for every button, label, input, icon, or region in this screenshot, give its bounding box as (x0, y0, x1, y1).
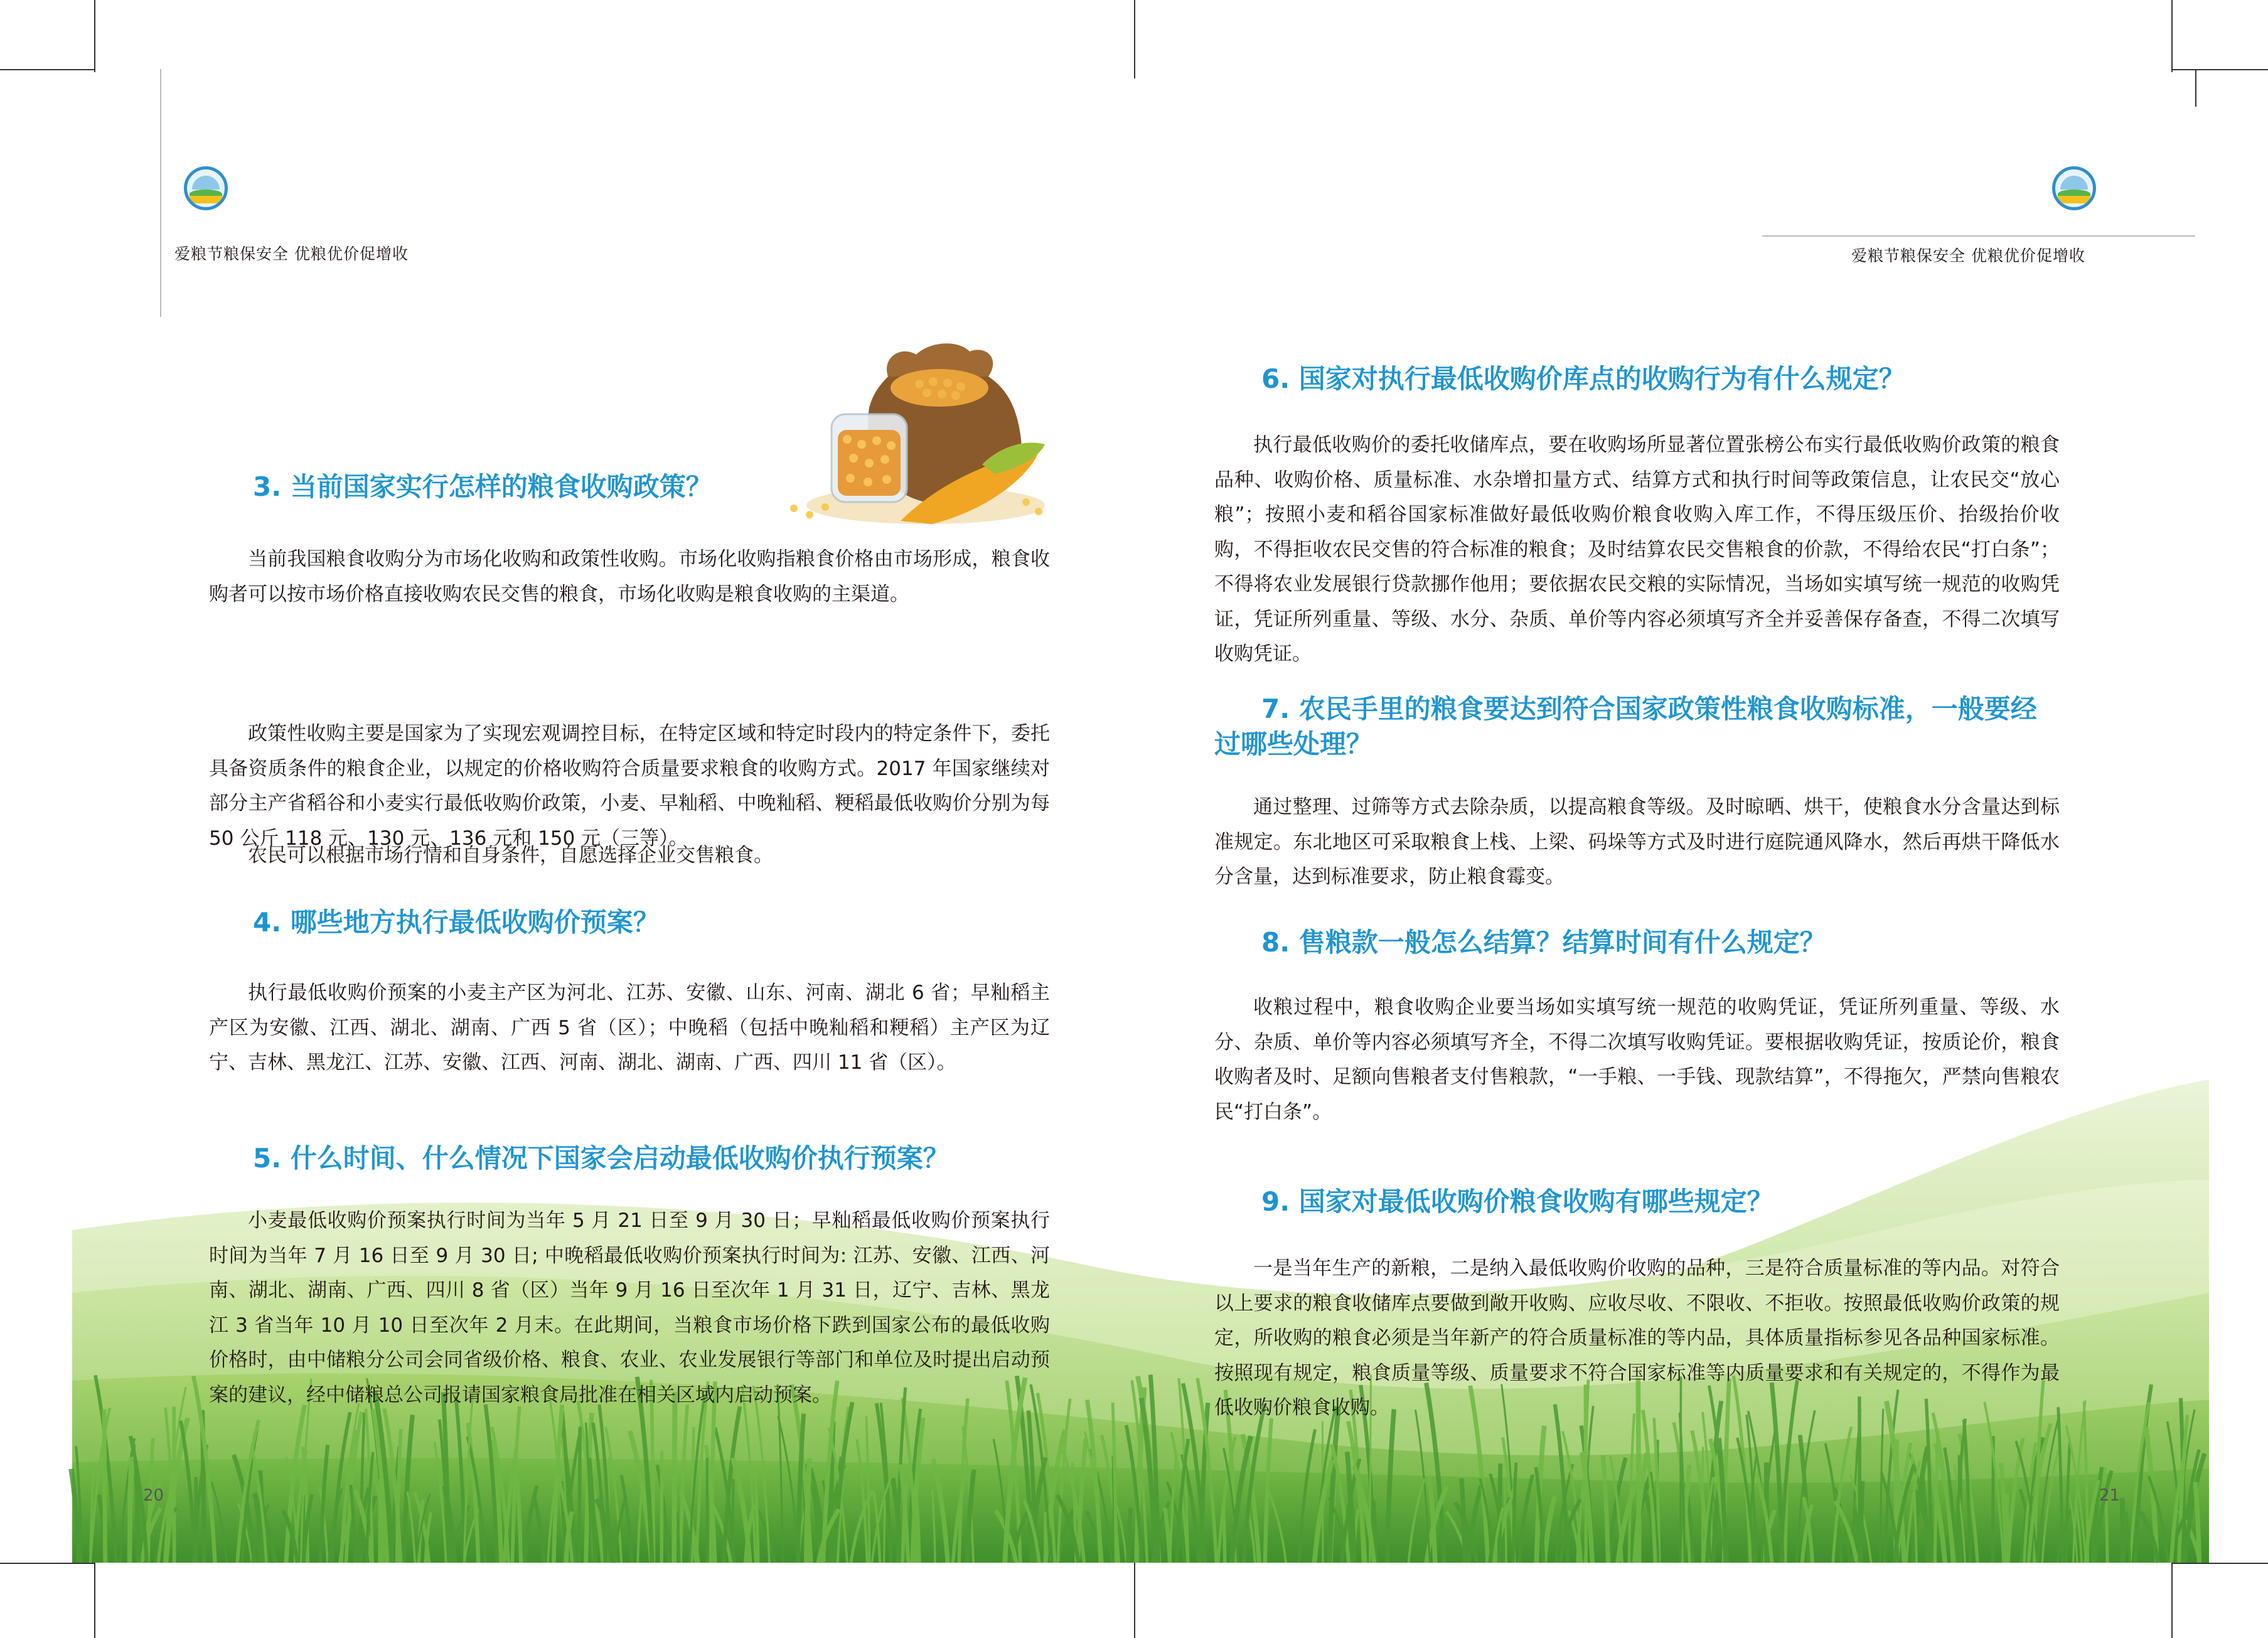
section-3-paragraph-2: 政策性收购主要是国家为了实现宏观调控目标，在特定区域和特定时段内的特定条件下，委托具备资质条件的粮食企业，以规定的价格收购符合质量要求粮食的收购方式。2017 年国家继续对部分主产省稻谷和小麦实行最低收购价政策，小麦、早籼稻、中晚籼稻、粳稻最低收购价分别为每 50 公斤 118 元、130 元、136 元和 150 元（三等）。 (209, 722, 1050, 850)
crop-mark (94, 1563, 95, 1638)
section-8-paragraph-1: 收粮过程中，粮食收购企业要当场如实填写统一规范的收购凭证，凭证所列重量、等级、水分、杂质、单价等内容必须填写齐全，不得二次填写收购凭证。要根据收购凭证，按质论价，粮食收购者及时、足额向售粮者支付售粮款，“一手粮、一手钱、现款结算”，不得拖欠，严禁向售粮农民“打白条”。 (1214, 996, 2060, 1123)
grass-blade (1861, 1481, 1863, 1563)
logo-right (2052, 166, 2096, 210)
section-6-paragraph-1: 执行最低收购价的委托收储库点，要在收购场所显著位置张榜公布实行最低收购价政策的粮食品种、收购价格、质量标准、水杂增扣量方式、结算方式和执行时间等政策信息，让农民交“放心粮”；按照小麦和稻谷国家标准做好最低收购价粮食收购入库工作，不得压级压价、抬级抬价收购，不得拒收农民交售的符合标准的粮食；及时结算农民交售粮食的价款，不得给农民“打白条”；不得将农业发展银行贷款挪作他用；要依据农民交粮的实际情况，当场如实填写统一规范的收购凭证，凭证所列重量、等级、水分、杂质、单价等内容必须填写齐全并妥善保存备查，不得二次填写收购凭证。 (1214, 434, 2060, 665)
section-heading-3: 3. 当前国家实行怎样的粮食收购政策？ (253, 471, 712, 502)
crop-mark (1134, 1563, 1135, 1638)
grass-blade (2122, 1498, 2123, 1563)
crop-mark (2171, 1563, 2173, 1638)
section-heading-6: 6. 国家对执行最低收购价库点的收购行为有什么规定？ (1261, 363, 1905, 394)
crop-mark (2171, 1563, 2268, 1564)
grass-blade (104, 1410, 105, 1563)
crop-mark (2171, 69, 2268, 70)
header-slogan-right: 爱粮节粮保安全 优粮优价促增收 (1851, 247, 2085, 265)
section-3-paragraph-3: 农民可以根据市场行情和自身条件，自愿选择企业交售粮食。 (248, 844, 773, 867)
section-9-paragraph-1: 一是当年生产的新粮，二是纳入最低收购价收购的品种，三是符合质量标准的等内品。对符合以上要求的粮食收储库点要做到敞开收购、应收尽收、不限收、不拒收。按照最低收购价政策的规定，所收购的粮食必须是当年新产的符合质量标准的等内品，具体质量指标参见各品种国家标准。按照现有规定，粮食质量等级、质量要求不符合国家标准等内质量要求和有关规定的，不得作为最低收购价粮食收购。 (1214, 1257, 2060, 1419)
crop-mark (2171, 0, 2173, 72)
section-5-paragraph-1: 小麦最低收购价预案执行时间为当年 5 月 21 日至 9 月 30 日；早籼稻最低收购价预案执行时间为当年 7 月 16 日至 9 月 30 日; 中晚稻最低收购价预案执行时间为: 江苏、安徽、江西、河南、湖北、湖南、广西、四川 8 省（区）当年 9 月 16 日至次年 1 月 31 日，辽宁、吉林、黑龙江 3 省当年 10 月 10 日至次年 2 月末。在此期间，当粮食市场价格下跌到国家公布的最低收购价格时，由中储粮分公司会同省级价格、粮食、农业、农业发展银行等部门和单位及时提出启动预案的建议，经中储粮总公司报请国家粮食局批准在相关区域内启动预案。 (209, 1209, 1050, 1406)
crop-mark (0, 1563, 94, 1564)
page-number-right: 21 (2099, 1486, 2121, 1505)
section-heading-8: 8. 售粮款一般怎么结算？结算时间有什么规定？ (1261, 927, 1826, 958)
section-7-paragraph-1: 通过整理、过筛等方式去除杂质，以提高粮食等级。及时晾晒、烘干，使粮食水分含量达到标准规定。东北地区可采取粮食上栈、上梁、码垛等方式及时进行庭院通风降水，然后再烘干降低水分含量，达到标准要求，防止粮食霉变。 (1214, 796, 2060, 888)
grass-blade (707, 1458, 708, 1563)
crop-mark (160, 69, 161, 317)
section-3-paragraph-1: 当前我国粮食收购分为市场化收购和政策性收购。市场化收购指粮食价格由市场形成，粮食收购者可以按市场价格直接收购农民交售的粮食，市场化收购是粮食收购的主渠道。 (209, 548, 1050, 606)
grass-blade (674, 1392, 675, 1563)
crop-mark (94, 0, 95, 72)
section-heading-4: 4. 哪些地方执行最低收购价预案？ (253, 907, 660, 938)
header-rule (1762, 235, 2195, 237)
page-number-left: 20 (143, 1486, 164, 1505)
grass-blade (2007, 1494, 2008, 1563)
grass-blade (579, 1427, 580, 1563)
section-4-paragraph-1: 执行最低收购价预案的小麦主产区为河北、江苏、安徽、山东、河南、湖北 6 省；早籼稻主产区为安徽、江西、湖北、湖南、广西 5 省（区）；中晚稻（包括中晚籼稻和粳稻）主产区为辽宁、吉林、黑龙江、江苏、安徽、江西、河南、湖北、湖南、广西、四川 11 省（区）。 (209, 982, 1050, 1074)
crop-mark (2195, 69, 2196, 107)
grass-blade (130, 1457, 132, 1563)
section-heading-5: 5. 什么时间、什么情况下国家会启动最低收购价执行预案？ (253, 1143, 949, 1174)
section-heading-7: 7. 农民手里的粮食要达到符合国家政策性粮食收购标准，一般要经过哪些处理？ (1214, 693, 2037, 759)
grass-blade (884, 1500, 885, 1563)
logo-left (184, 166, 228, 210)
section-heading-9: 9. 国家对最低收购价粮食收购有哪些规定？ (1261, 1186, 1773, 1217)
crop-mark (1134, 0, 1135, 78)
header-slogan-left: 爱粮节粮保安全 优粮优价促增收 (174, 245, 409, 263)
crop-mark (0, 69, 94, 70)
